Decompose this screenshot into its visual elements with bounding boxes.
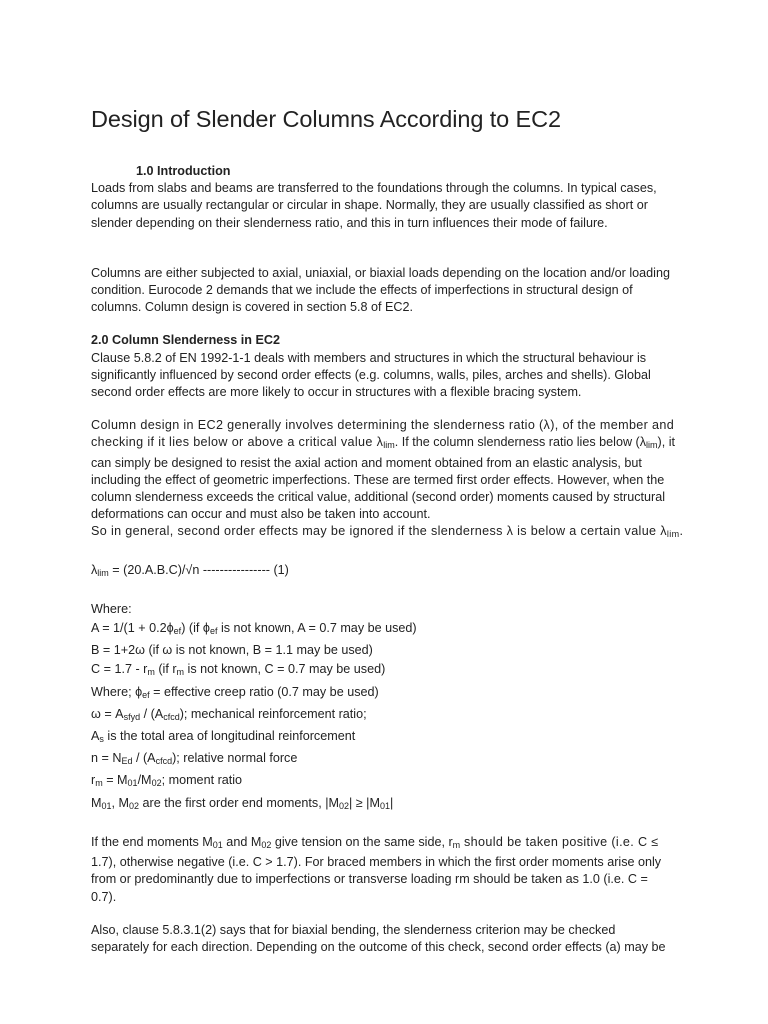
text-line: including the effect of geometric imperfections. These are termed first order effects. However, when the — [91, 472, 665, 487]
text-line: So in general, second order effects may be ignored if the slenderness λ is below a certain value $\lambda_{lim}$. — [91, 524, 684, 540]
text-line: slender depending on their slenderness ratio, and this in turn influences their mode of failure. — [91, 215, 608, 230]
text-line: Also, clause 5.8.3.1(2) says that for biaxial bending, the slenderness criterion may be checked — [91, 922, 616, 937]
text-line: Clause 5.8.2 of EN 1992-1-1 deals with members and structures in which the structural behaviour is — [91, 350, 647, 365]
equation-1 — [91, 562, 701, 582]
text-line: 0.7). — [91, 889, 117, 904]
text-line: separately for each direction. Depending on the outcome of this check, second order effects (a) may be — [91, 939, 666, 954]
where-label: Where: — [91, 601, 132, 616]
definition-M: $M_{01}$, $M_{02}$ are the first order end moments, $|M_{02}| \ge |M_{01}|$ — [91, 795, 394, 811]
text-line: can simply be designed to resist the axial action and moment obtained from an elastic analysis, but — [91, 455, 642, 470]
text-line: Columns are either subjected to axial, uniaxial, or biaxial loads depending on the location and/or loading — [91, 265, 670, 280]
paragraph-slenderness-ratio — [91, 417, 701, 543]
equation-line: $\lambda_{lim} = (20.A.B.C)/√n$ ---------------- (1) — [91, 562, 289, 578]
definition-rm: $r_m = M_{01}/M_{02}$; moment ratio — [91, 773, 243, 789]
text-line: 1.7), otherwise negative (i.e. C > 1.7). For braced members in which the first order moments arise only — [91, 855, 662, 870]
definition-A: $A = 1/(1 + 0.2\phi_{ef})$ (if $\phi_{ef}$ is not known, A = 0.7 may be used) — [91, 621, 417, 637]
section-heading-slenderness: 2.0 Column Slenderness in EC2 — [91, 333, 280, 348]
page-title: Design of Slender Columns According to EC2 — [91, 106, 561, 132]
definition-phi: Where; $\phi_{ef}$ = effective creep ratio (0.7 may be used) — [91, 684, 379, 700]
paragraph-biaxial — [91, 922, 701, 956]
document-body — [91, 163, 701, 956]
text-line: columns are usually rectangular or circular in shape. Normally, they are usually classified as short or — [91, 198, 648, 213]
definition-C: $C = 1.7 - r_m$ (if $r_m$ is not known, C = 0.7 may be used) — [91, 662, 386, 678]
text-line: column slenderness exceeds the critical value, additional (second order) moments caused by structural — [91, 490, 665, 505]
definition-omega: $\omega = A_{sfyd} / (A_{cfcd})$; mechanical reinforcement ratio; — [91, 706, 367, 722]
text-line: Loads from slabs and beams are transferred to the foundations through the columns. In typical cases, — [91, 181, 657, 196]
text-line: significantly influenced by second order effects (e.g. columns, walls, piles, arches and shells). Global — [91, 367, 651, 382]
paragraph-end-moments — [91, 834, 701, 906]
text-line: second order effects are more likely to occur in structures with a flexible bracing system. — [91, 385, 582, 400]
text-line: condition. Eurocode 2 demands that we include the effects of imperfections in structural design of — [91, 283, 633, 298]
text-line: Column design in EC2 generally involves determining the slenderness ratio (λ), of the member and — [91, 418, 675, 433]
definition-n: $n = N_{Ed} / (A_{cfcd})$; relative normal force — [91, 751, 298, 767]
text-line: checking if it lies below or above a critical value $\lambda_{lim}$. If the column slenderness ratio lies below $(\lambda_{lim})$, it — [91, 435, 676, 451]
text-line: columns. Column design is covered in section 5.8 of EC2. — [91, 300, 414, 315]
paragraph-clause-582 — [91, 350, 701, 402]
text-line: If the end moments $M_{01}$ and $M_{02}$ give tension on the same side, $r_m$ should be taken positive (i.e. C ≤ — [91, 834, 659, 850]
definitions-block — [91, 600, 701, 816]
paragraph-intro-1 — [91, 180, 701, 232]
section-heading-introduction: 1.0 Introduction — [136, 164, 231, 178]
text-line: deformations can occur and must also be taken into account. — [91, 507, 431, 522]
definition-As: $A_s$ is the total area of longitudinal reinforcement — [91, 729, 356, 745]
text-line: from or predominantly due to imperfections or transverse loading rm should be taken as 1.0 (i.e. C = — [91, 872, 648, 887]
definition-B: B = 1+2ω (if ω is not known, B = 1.1 may be used) — [91, 643, 373, 658]
paragraph-intro-2 — [91, 265, 701, 317]
